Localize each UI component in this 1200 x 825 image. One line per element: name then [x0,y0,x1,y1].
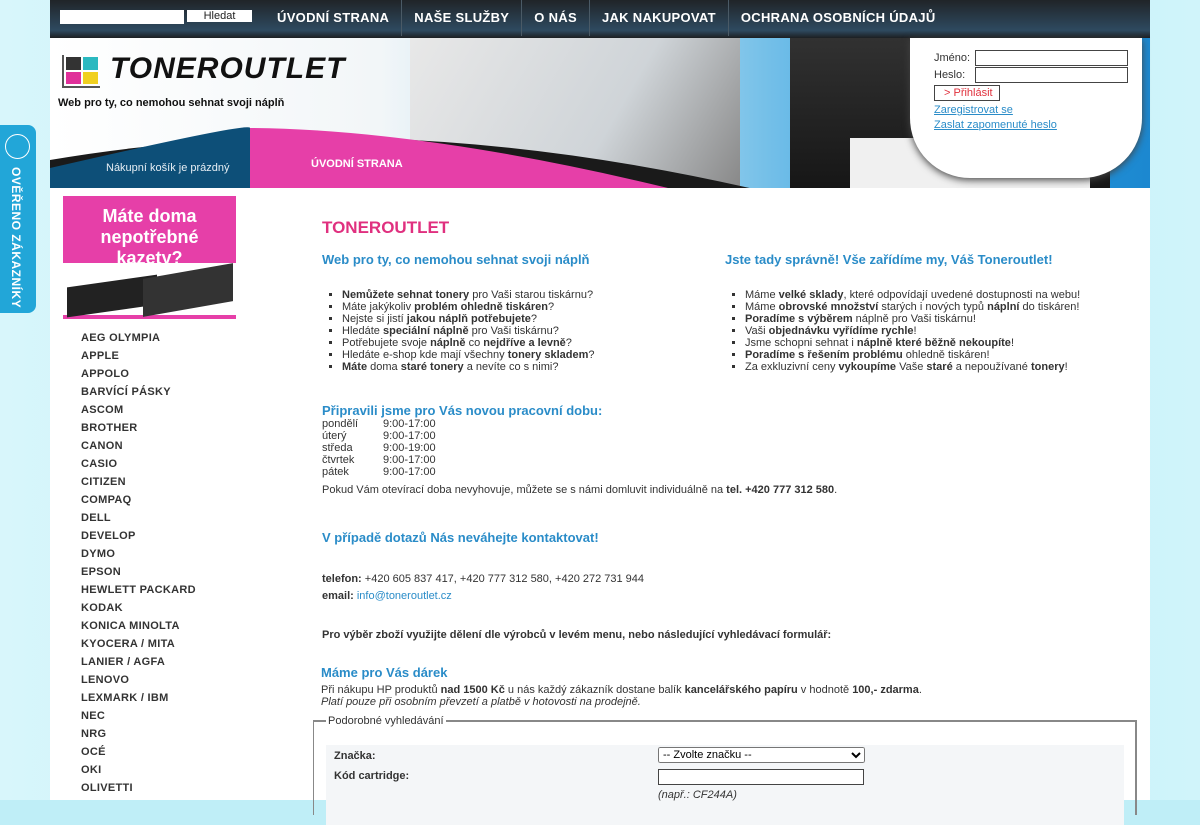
brand-item[interactable]: CITIZEN [81,476,126,488]
list-item: ▪ Jsme schopni sehnat i náplně které běžně nekoupíte! [745,337,1128,349]
verified-badge-text: OVĚŘENO ZÁKAZNÍKY [9,167,23,309]
register-link[interactable]: Zaregistrovat se [934,104,1013,116]
brand-item[interactable]: NRG [81,728,107,740]
contact-section [322,530,1142,605]
list-item: ▪ Za exkluzivní ceny vykoupíme Vaše staré a nepoužívané tonery! [745,361,1128,373]
hours-row [322,430,436,442]
nav-services[interactable]: NAŠE SLUŽBY [401,0,521,36]
nav-how-to-buy[interactable]: JAK NAKUPOVAT [589,0,728,36]
contact-heading: V případě dotazů Nás neváhejte kontaktovat! [322,530,599,545]
left-heading: Web pro ty, co nemohou sehnat svoji náplň [322,252,590,267]
brand-item[interactable]: DELL [81,512,111,524]
sidebar [63,196,236,797]
day: čtvrtek [322,454,355,466]
brand-item[interactable]: OCÉ [81,746,106,758]
time: 9:00-17:00 [383,430,436,442]
password-input[interactable] [975,67,1128,83]
brand-item[interactable]: NEC [81,710,106,722]
promo-text: Máte doma nepotřebné kazety? [100,206,199,268]
banner-curve [50,120,850,188]
tagline: Web pro ty, co nemohou sehnat svoji náplň [58,97,285,109]
brand-item[interactable]: DEVELOP [81,530,136,542]
name-label: Jméno: [934,52,971,64]
day: středa [322,442,353,454]
brand-item[interactable]: BARVÍCÍ PÁSKY [81,386,171,398]
list-item: ▪ Poradíme s výběrem náplně pro Vaši tiskárnu! [745,313,1128,325]
nav-about[interactable]: O NÁS [521,0,589,36]
home-tab[interactable]: ÚVODNÍ STRANA [311,158,403,170]
brand-item[interactable]: LANIER / AGFA [81,656,166,668]
brand-item[interactable]: OKI [81,764,102,776]
brand-item[interactable]: HEWLETT PACKARD [81,584,196,596]
time: 9:00-19:00 [383,442,436,454]
detailed-search-form [313,715,1137,815]
phone-label: telefon: [322,573,362,585]
problems-list [342,289,725,373]
brand-menu [63,329,236,797]
email-label: email: [322,590,354,602]
brand-item[interactable]: APPLE [81,350,120,362]
list-item: ▪ Potřebujete svoje náplně co nejdříve a levně? [342,337,725,349]
brand-item[interactable]: OLIVETTI [81,782,133,794]
day: pátek [322,466,349,478]
gift-section [321,665,1142,708]
list-item: ▪ Hledáte e-shop kde mají všechny tonery skladem? [342,349,725,361]
page-container [50,0,1150,800]
list-item: ▪ Máme velké sklady, které odpovídají uvedené dostupnosti na webu! [745,289,1128,301]
list-item: ▪ Nemůžete sehnat tonery pro Vaši starou tiskárnu? [342,289,725,301]
hours-row [322,442,436,454]
brand-item[interactable]: KODAK [81,602,123,614]
verified-seal-icon [5,134,30,159]
hours-note: Pokud Vám otevírací doba nevyhovuje, můžete se s námi domluvit individuálně na tel. +420 777 312 580. [322,484,838,496]
email-link[interactable]: info@toneroutlet.cz [356,590,452,602]
brand-item[interactable]: LEXMARK / IBM [81,692,169,704]
gift-text: Při nákupu HP produktů nad 1500 Kč u nás každý zákazník dostane balík kancelářského papíru v hodnotě 100,- zdarma. [321,684,922,696]
promo-banner[interactable] [63,196,236,319]
name-input[interactable] [975,50,1128,66]
login-button[interactable]: > Přihlásit [934,85,1000,101]
brand-item[interactable]: COMPAQ [81,494,132,506]
brand-item[interactable]: APPOLO [81,368,130,380]
time: 9:00-17:00 [383,466,436,478]
brand-item[interactable]: ASCOM [81,404,124,416]
main-content [322,218,1142,708]
main-menu [265,0,948,36]
hours-row [322,454,436,466]
right-heading: Jste tady správně! Vše zařídíme my, Váš Toneroutlet! [725,252,1053,267]
brand-item[interactable]: LENOVO [81,674,130,686]
day: pondělí [322,418,359,430]
list-item: ▪ Nejste si jistí jakou náplň potřebujete? [342,313,725,325]
hours-heading: Připravili jsme pro Vás novou pracovní dobu: [322,403,603,418]
cartridge-code-label: Kód cartridge: [334,770,410,782]
brand-item[interactable]: AEG OLYMPIA [81,332,161,344]
opening-hours [322,403,1142,496]
list-item: ▪ Hledáte speciální náplně pro Vaši tiskárnu? [342,325,725,337]
hours-row [322,466,436,478]
brand-item[interactable]: EPSON [81,566,122,578]
search-input[interactable] [60,10,184,24]
top-nav [50,0,1150,38]
day: úterý [322,430,347,442]
nav-home[interactable]: ÚVODNÍ STRANA [277,10,390,25]
brand-item[interactable]: DYMO [81,548,116,560]
cart-status[interactable]: Nákupní košík je prázdný [106,162,230,174]
hours-row [322,418,436,430]
list-item: ▪ Máme obrovské množství starých i nových typů náplní do tiskáren! [745,301,1128,313]
list-item: ▪ Poradíme s řešením problému ohledně tiskáren! [745,349,1128,361]
search-button[interactable]: Hledat [187,10,252,22]
list-item: ▪ Vaši objednávku vyřídíme rychle! [745,325,1128,337]
brand-item[interactable]: KONICA MINOLTA [81,620,180,632]
brand-item[interactable]: KYOCERA / MITA [81,638,176,650]
gift-heading: Máme pro Vás dárek [321,665,448,680]
brand-label: Značka: [334,750,376,762]
time: 9:00-17:00 [383,418,436,430]
brand-item[interactable]: BROTHER [81,422,138,434]
nav-privacy[interactable]: OCHRANA OSOBNÍCH ÚDAJŮ [728,0,948,36]
list-item: ▪ Máte doma staré tonery a nevíte co s nimi? [342,361,725,373]
toner-image [63,263,236,315]
brand-item[interactable]: CANON [81,440,123,452]
cartridge-code-input[interactable] [658,769,864,785]
benefits-list [745,289,1128,373]
time: 9:00-17:00 [383,454,436,466]
page-title: TONEROUTLET [322,218,450,237]
cartridge-code-hint: (např.: CF244A) [658,789,737,801]
logo[interactable]: TONEROUTLET [110,52,346,85]
phone-numbers: +420 605 837 417, +420 777 312 580, +420 272 731 944 [364,573,645,585]
gift-note: Platí pouze při osobním převzetí a platbě v hotovosti na prodejně. [321,696,641,708]
forgot-password-link[interactable]: Zaslat zapomenuté heslo [934,119,1057,131]
brand-select[interactable] [658,747,865,763]
list-item: ▪ Máte jakýkoliv problém ohledně tiskáren? [342,301,725,313]
brand-item[interactable]: CASIO [81,458,118,470]
password-label: Heslo: [934,69,966,81]
logo-icon [62,55,100,88]
verified-badge[interactable] [0,125,36,313]
hours-table [322,418,436,478]
form-legend: Podorobné vyhledávání [328,715,444,727]
login-box [910,38,1142,178]
selection-hint: Pro výběr zboží využijte dělení dle výrobců v levém menu, nebo následující vyhledávací formulář: [322,629,832,641]
